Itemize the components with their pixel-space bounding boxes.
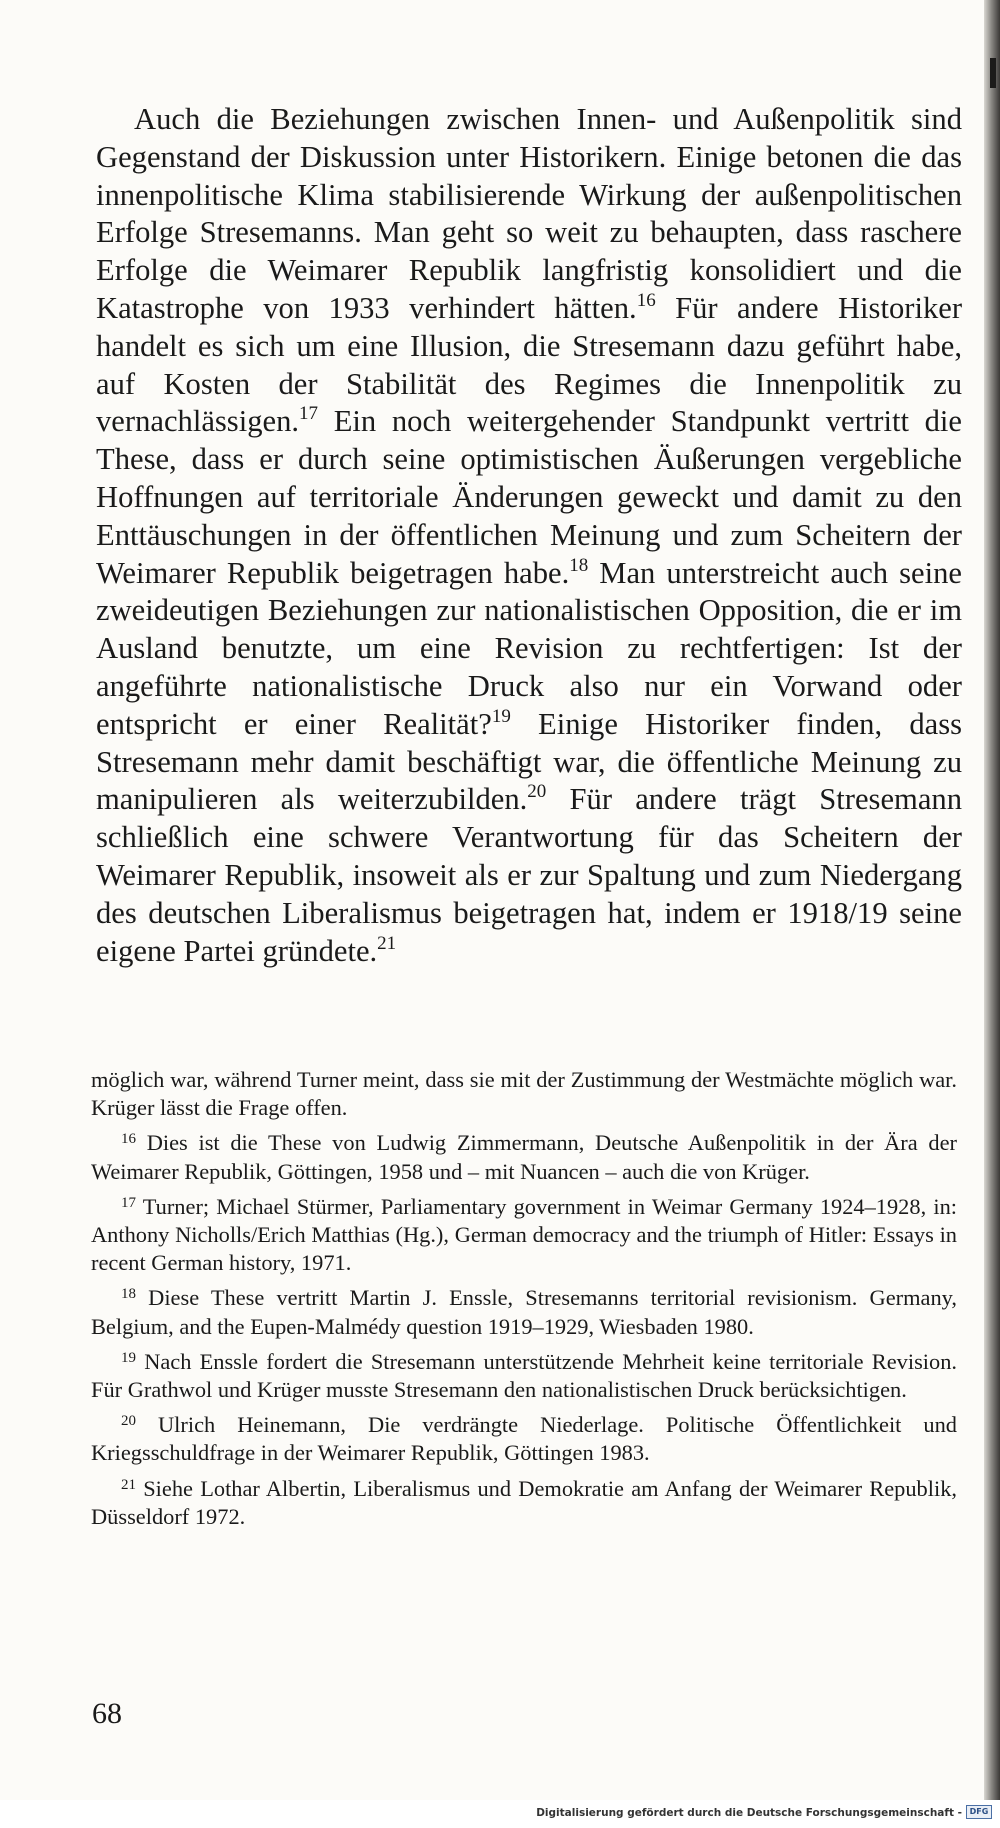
- footnote-reference-20: 20: [527, 781, 547, 803]
- footnote-number: 17: [121, 1194, 136, 1211]
- footnote-number: 20: [121, 1413, 136, 1430]
- footnote-text: Dies ist die These von Ludwig Zimmermann, Deutsche Außenpolitik in der Ära der Weimarer Republik, Göttingen, 1958 und – mit Nuancen – auch die von Krüger.: [91, 1130, 957, 1184]
- body-text-segment: Man unterstreicht auch seine zweideutigen Beziehungen zur nationalistischen Opposition, die er im Ausland benutzte, um eine Revision zu rechtfertigen: Ist der angeführte nationalistische Druck also nur ein Vorwand oder entspricht er einer Realität?: [96, 555, 962, 741]
- footnote-number: 19: [121, 1349, 136, 1366]
- footnote-text: Siehe Lothar Albertin, Liberalismus und Demokratie am Anfang der Weimarer Republik, Düsseldorf 1972.: [91, 1475, 957, 1529]
- body-text-segment: Einige Historiker finden, dass Stresemann mehr damit beschäftigt war, die öffentliche Meinung zu manipulieren als weiterzubilden.: [96, 706, 963, 817]
- footnote-number: 21: [121, 1476, 136, 1493]
- body-text-segment: Für andere trägt Stresemann schließlich eine schwere Verantwortung für das Scheitern der Weimarer Republik, insoweit als er zur Spaltung und zum Niedergang des deutschen Liberalismus beigetragen hat, indem er 1918/19 seine eigene Partei gründete.: [96, 782, 962, 968]
- footnote-reference-17: 17: [299, 403, 319, 425]
- footnote-reference-21: 21: [377, 932, 397, 954]
- footnote-reference-19: 19: [491, 705, 511, 727]
- footnote-text: Diese These vertritt Martin J. Enssle, Stresemanns territorial revisionism. Germany, Belgium, and the Eupen-Malmédy question 1919–1929, Wiesbaden 1980.: [91, 1285, 957, 1339]
- footnote-number: 16: [121, 1131, 136, 1148]
- footnote-continuation: möglich war, während Turner meint, dass sie mit der Zustimmung der Westmächte möglich war. Krüger lässt die Frage offen.: [91, 1067, 957, 1121]
- footnote-20: [91, 1411, 957, 1467]
- gutter-mark: [990, 58, 996, 88]
- dfg-logo-icon: DFG: [966, 1805, 992, 1819]
- body-text-segment: Für andere Historiker handelt es sich um eine Illusion, die Stresemann dazu geführt habe, auf Kosten der Stabilität des Regimes die Innenpolitik zu vernachlässigen.: [96, 290, 963, 439]
- body-text-segment: Ein noch weitergehender Standpunkt vertritt die These, dass er durch seine optimistischen Äußerungen vergebliche Hoffnungen auf territoriale Änderungen geweckt und damit zu den Enttäuschungen in der öffentlichen Meinung und zum Scheitern der Weimarer Republik beigetragen habe.: [96, 404, 962, 590]
- footnote-17: [91, 1193, 957, 1278]
- footnotes-section: [91, 1066, 957, 1538]
- main-body-text: [96, 101, 962, 970]
- body-text-segment: Auch die Beziehungen zwischen Innen- und Außenpolitik sind Gegenstand der Diskussion unter Historikern. Einige betonen die das innenpolitische Klima stabilisierende Wirkung der außenpolitischen Erfolge Stresemanns. Man geht so weit zu behaupten, dass raschere Erfolge die Weimarer Republik langfristig konsolidiert und die Katastrophe von 1933 verhindert hätten.: [96, 102, 962, 325]
- footnote-18: [91, 1284, 957, 1340]
- main-paragraph: [96, 101, 962, 970]
- footnote-19: [91, 1348, 957, 1404]
- footnote-text: Nach Enssle fordert die Stresemann unterstützende Mehrheit keine territoriale Revision. Für Grathwol und Krüger musste Stresemann den nationalistischen Druck berücksichtigen.: [91, 1348, 957, 1403]
- footnote-text: Turner; Michael Stürmer, Parliamentary government in Weimar Germany 1924–1928, in: Anthony Nicholls/Erich Matthias (Hg.), German democracy and the triumph of Hitler: Essays in recent German history, 1971.: [91, 1193, 957, 1276]
- book-gutter-shadow: [984, 0, 1000, 1800]
- footnote-16: [91, 1129, 957, 1185]
- digitization-footer: [0, 1800, 1000, 1828]
- footnote-21: [91, 1475, 957, 1531]
- page-number: 68: [92, 1697, 122, 1730]
- digitization-credit: Digitalisierung gefördert durch die Deutsche Forschungsgemeinschaft -: [536, 1807, 962, 1819]
- footnote-text: Ulrich Heinemann, Die verdrängte Niederlage. Politische Öffentlichkeit und Kriegsschuldfrage in der Weimarer Republik, Göttingen 1983.: [91, 1412, 957, 1466]
- footnote-reference-18: 18: [569, 554, 589, 576]
- footnote-reference-16: 16: [636, 289, 656, 311]
- footnote-number: 18: [121, 1286, 136, 1303]
